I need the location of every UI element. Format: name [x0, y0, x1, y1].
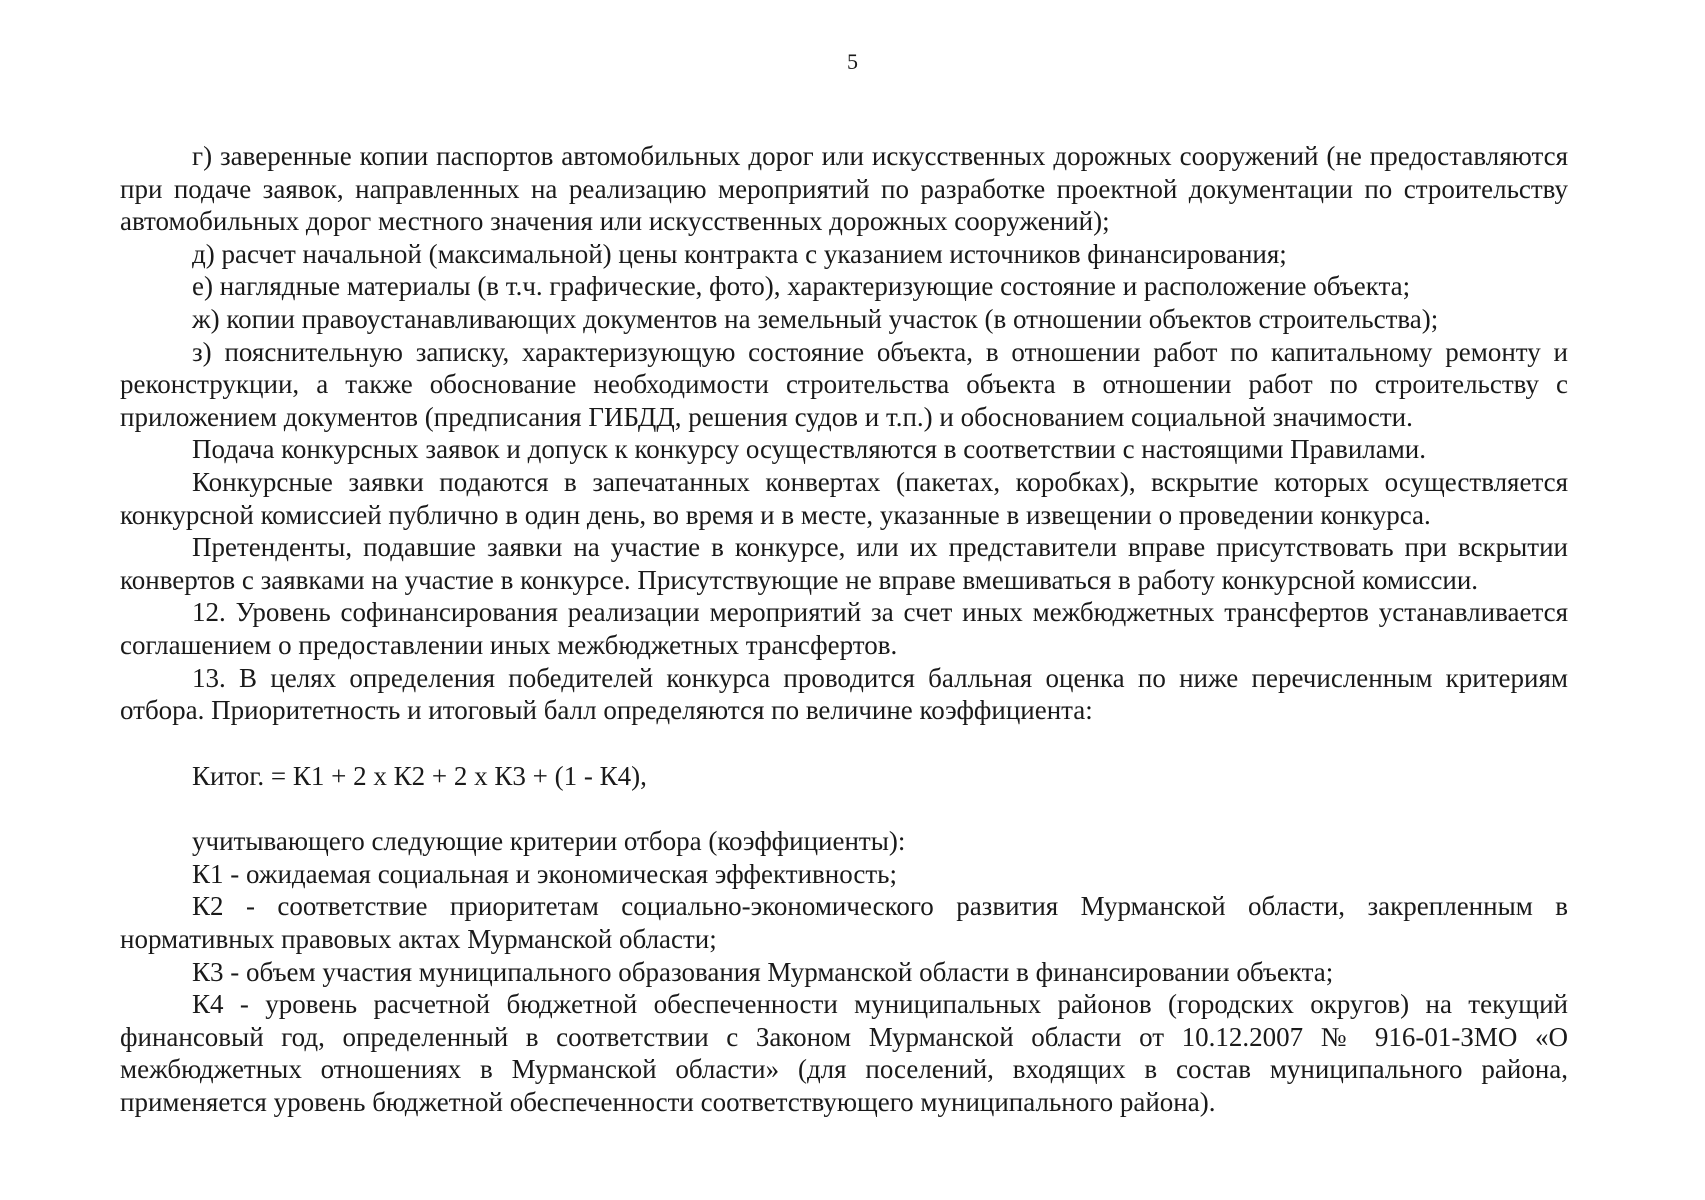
- paragraph-item-g: г) заверенные копии паспортов автомобильных дорог или искусственных дорожных сооружений (не предоставляются при подаче заявок, направленных на реализацию мероприятий по разработке проектной документации по строительству автомобильных дорог местного значения или искусственных дорожных сооружений);: [120, 141, 1568, 237]
- paragraph-clause-13: 13. В целях определения победителей конкурса проводится балльная оценка по ниже перечисленным критериям отбора. Приоритетность и итоговый балл определяются по величине коэффициента:: [120, 662, 1568, 726]
- paragraph-k4: К4 - уровень расчетной бюджетной обеспеченности муниципальных районов (городских округов) на текущий финансовый год, определенный в соответствии с Законом Мурманской области от 10.12.2007 № 916-01-ЗМО «О межбюджетных отношениях в Мурманской области» (для поселений, входящих в состав муниципального района, применяется уровень бюджетной обеспеченности соответствующего муниципального района).: [120, 989, 1568, 1118]
- paragraph-applicants: Претенденты, подавшие заявки на участие в конкурсе, или их представители вправе присутствовать при вскрытии конвертов с заявками на участие в конкурсе. Присутствующие не вправе вмешиваться в работу конкурсной комиссии.: [120, 532, 1568, 595]
- paragraph-submission: Подача конкурсных заявок и допуск к конкурсу осуществляются в соответствии с настоящими Правилами.: [192, 434, 1427, 465]
- paragraph-envelopes: Конкурсные заявки подаются в запечатанных конвертах (пакетах, коробках), вскрытие которых осуществляется конкурсной комиссией публично в один день, во время и в месте, указанные в извещении о проведении конкурса.: [120, 466, 1568, 530]
- page-number: 5: [847, 49, 858, 74]
- paragraph-item-zh: ж) копии правоустанавливающих документов на земельный участок (в отношении объектов строительства);: [192, 303, 1439, 334]
- paragraph-criteria-intro: учитывающего следующие критерии отбора (коэффициенты):: [192, 826, 906, 857]
- formula: Китог. = К1 + 2 х К2 + 2 х К3 + (1 - К4),: [192, 760, 647, 791]
- paragraph-item-z: з) пояснительную записку, характеризующую состояние объекта, в отношении работ по капитальному ремонту и реконструкции, а также обоснование необходимости строительства объекта в отношении работ по строительству с приложением документов (предписания ГИБДД, решения судов и т.п.) и обоснованием социальной значимости.: [120, 336, 1568, 432]
- paragraph-k1: К1 - ожидаемая социальная и экономическая эффективность;: [192, 858, 897, 889]
- paragraph-k3: К3 - объем участия муниципального образования Мурманской области в финансировании объекта;: [192, 956, 1334, 987]
- document-body: [120, 140, 1568, 1119]
- paragraph-item-d: д) расчет начальной (максимальной) цены контракта с указанием источников финансирования;: [192, 238, 1287, 269]
- paragraph-item-e: е) наглядные материалы (в т.ч. графические, фото), характеризующие состояние и расположение объекта;: [192, 271, 1411, 302]
- paragraph-clause-12: 12. Уровень софинансирования реализации мероприятий за счет иных межбюджетных трансфертов устанавливается соглашением о предоставлении иных межбюджетных трансфертов.: [120, 597, 1568, 660]
- paragraph-k2: К2 - соответствие приоритетам социально-экономического развития Мурманской области, закрепленным в нормативных правовых актах Мурманской области;: [120, 891, 1568, 955]
